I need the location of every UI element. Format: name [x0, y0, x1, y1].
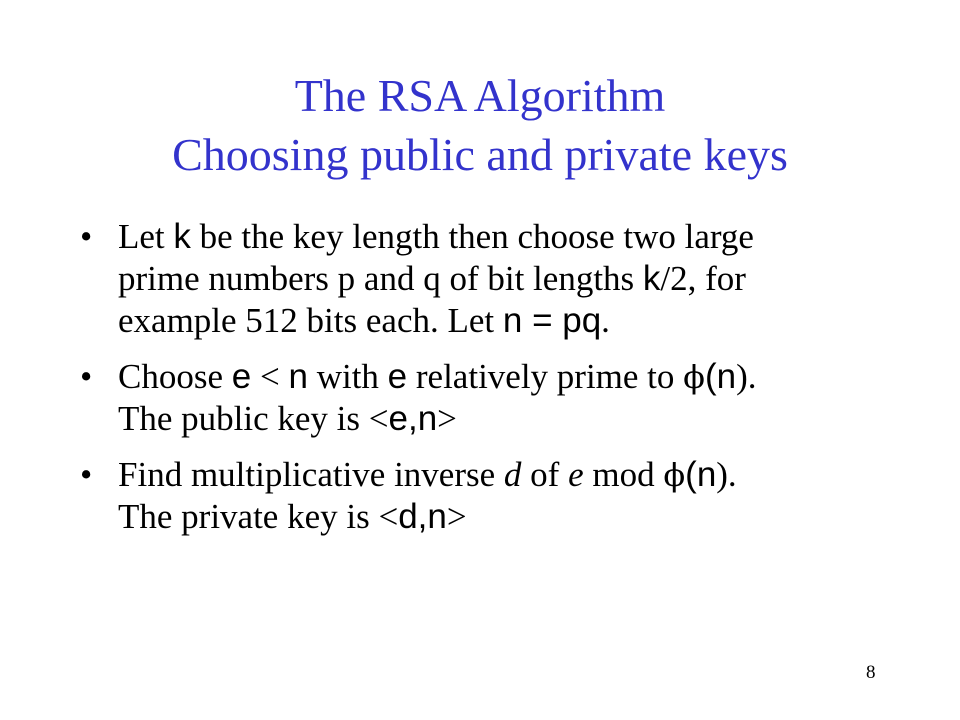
- text: Let: [118, 217, 174, 256]
- text: relatively prime to: [407, 357, 684, 396]
- text: prime numbers p and q of bit lengths: [118, 259, 643, 298]
- var-e: e: [387, 357, 408, 396]
- page-number: 8: [866, 662, 876, 683]
- bullet-2-line-2: [118, 398, 910, 440]
- var-n: n: [716, 357, 737, 396]
- var-d: d: [503, 455, 522, 494]
- bullet-3-line-1: [118, 454, 910, 496]
- text: .: [601, 301, 610, 340]
- bullet-item-public-key: [80, 356, 910, 440]
- var-e: e: [231, 357, 252, 396]
- text: /2, for: [660, 259, 746, 298]
- text: >: [446, 497, 467, 536]
- slide-title: [0, 66, 960, 184]
- equation-n-pq: n = pq: [502, 301, 602, 340]
- text: with: [307, 357, 388, 396]
- var-k: k: [642, 259, 661, 298]
- title-line-1: The RSA Algorithm: [294, 70, 666, 121]
- text: of: [521, 455, 569, 494]
- text: >: [437, 399, 457, 438]
- bullet-list: [80, 216, 910, 552]
- text: mod: [583, 455, 664, 494]
- private-key-pair: d,n: [398, 497, 447, 536]
- bullet-1-line-3: [118, 300, 910, 342]
- var-e: e: [568, 455, 584, 494]
- var-n: n: [288, 357, 308, 396]
- var-n: n: [696, 455, 717, 494]
- text: ).: [736, 357, 757, 396]
- text: The public key is <: [118, 399, 389, 438]
- text: be the key length then choose two large: [190, 217, 754, 256]
- text: example 512 bits each. Let: [118, 301, 503, 340]
- var-k: k: [173, 217, 191, 256]
- text: The private key is <: [118, 497, 399, 536]
- bullet-3-line-2: [118, 496, 910, 538]
- bullet-1-line-1: [118, 216, 910, 258]
- text: Choose: [118, 357, 232, 396]
- bullet-marker: •: [80, 357, 93, 396]
- text: ).: [716, 455, 737, 494]
- bullet-item-key-length: [80, 216, 910, 342]
- public-key-pair: e,n: [388, 399, 438, 438]
- phi-symbol: ϕ: [683, 358, 705, 396]
- text: (: [704, 357, 717, 396]
- bullet-item-private-key: [80, 454, 910, 538]
- text: (: [685, 455, 697, 494]
- title-line-2: Choosing public and private keys: [172, 129, 788, 180]
- bullet-marker: •: [80, 217, 93, 256]
- text: <: [251, 357, 289, 396]
- bullet-2-line-1: [118, 356, 910, 398]
- phi-symbol: ϕ: [663, 456, 686, 494]
- bullet-1-line-2: [118, 258, 910, 300]
- bullet-marker: •: [80, 455, 93, 494]
- text: Find multiplicative inverse: [118, 455, 504, 494]
